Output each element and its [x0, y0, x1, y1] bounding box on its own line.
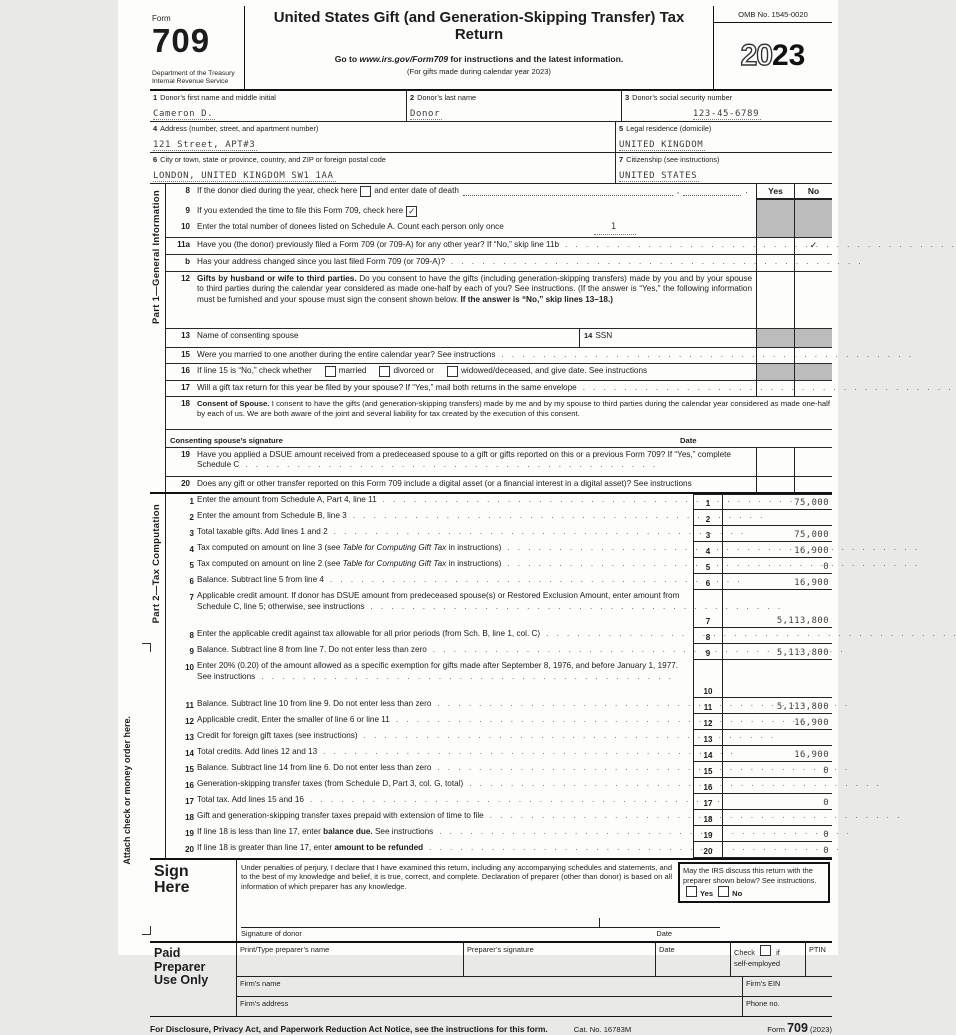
field-donor-first-name: 1 Donor’s first name and middle initial Cameron D. — [150, 91, 407, 121]
preparer-name-field[interactable]: Print/Type preparer’s name — [237, 943, 464, 976]
part2-line-11: 11 Balance. Subtract line 10 from line 9. Do not enter less than zero . . 11 5,113,800 — [166, 698, 832, 714]
part2-line-14-amount[interactable]: 16,900 — [723, 746, 832, 762]
part2-line-12-amount[interactable]: 16,900 — [723, 714, 832, 730]
dot-leader — [255, 672, 455, 683]
no-column-header: No — [794, 184, 832, 199]
extension-checkbox[interactable]: ✓ — [408, 205, 416, 216]
line-11b-yes-cell[interactable] — [756, 255, 794, 271]
married-checkbox[interactable] — [325, 366, 336, 377]
line-19: 19 Have you applied a DSUE amount received from a predeceased spouse to a gift or gifts reported on this or a previous Form 709? If “Yes,” complete Schedule C. . — [166, 447, 832, 476]
part2-line-3: 3 Total taxable gifts. Add lines 1 and 2 . . 3 75,000 — [166, 526, 832, 542]
dot-leader — [304, 795, 691, 806]
privacy-notice: For Disclosure, Privacy Act, and Paperwork Reduction Act Notice, see the instructions for this form. — [150, 1023, 548, 1034]
part2-line-11-amount[interactable]: 5,113,800 — [723, 698, 832, 714]
consenting-spouse-signature-field[interactable]: Consenting spouse’s signature — [170, 435, 283, 445]
part2-line-15-amount[interactable]: 0 — [723, 762, 832, 778]
attach-note — [122, 645, 132, 935]
part2-line-20: 20 If line 18 is greater than line 17, enter amount to be refunded . . 20 0 — [166, 842, 832, 858]
field-donor-last-name: 2 Donor’s last name Donor — [407, 91, 622, 121]
firm-name-field[interactable]: Firm’s name — [237, 977, 743, 996]
form-title-block — [245, 6, 713, 89]
dot-leader — [317, 747, 691, 758]
donee-count-value[interactable]: 1 — [594, 222, 636, 235]
field-donor-city: 6 City or town, state or province, country, and ZIP or foreign postal code LONDON, UNITED KINGDOM SW1 1AA — [150, 153, 616, 183]
line-13-shaded-no — [794, 329, 832, 347]
dot-leader — [423, 843, 691, 854]
part2-line-15: 15 Balance. Subtract line 14 from line 6. Do not enter less than zero . . 15 0 — [166, 762, 832, 778]
preparer-signature-field[interactable]: Preparer’s signature — [464, 943, 656, 976]
line-8: 8 If the donor died during the year, check here and enter date of death , . — [185, 185, 748, 195]
part2-line-2: 2 Enter the amount from Schedule B, line 3 . . 2 — [166, 510, 832, 526]
line-16-shaded-yes — [756, 364, 794, 380]
part2-line-9-amount[interactable]: 5,113,800 — [723, 644, 832, 660]
field-donor-address: 4 Address (number, street, and apartment number) 121 Street, APT#3 — [150, 122, 616, 152]
line-12: 12 Gifts by husband or wife to third parties. Do you consent to have the gifts (including generation-skipping transfers) made by you and by your spouse to third parties during the calendar year considered as made one-half by each of you? See instructions. (If the answer is “Yes,” the following information must be furnished and your spouse must sign the consent shown below. If the answer is “No,” skip lines 13–18.) — [166, 271, 832, 328]
line-11b: b Has your address changed since you last filed Form 709 (or 709-A)? . . — [166, 254, 832, 271]
lines-9-10-shaded-yes — [756, 199, 794, 237]
line-13-14: 13 Name of consenting spouse 14 SSN — [166, 328, 832, 347]
part2-line-1-amount[interactable]: 75,000 — [723, 494, 832, 510]
dot-leader — [559, 240, 754, 251]
dot-leader — [377, 495, 691, 506]
donor-first-name-value[interactable]: Cameron D. — [153, 108, 214, 119]
department-label: Department of the Treasury Internal Revenue Service — [152, 69, 235, 86]
omb-number: OMB No. 1545-0020 — [714, 6, 832, 23]
sign-here-label: Sign Here — [150, 860, 237, 941]
line-20: 20 Does any gift or other transfer reported on this Form 709 include a digital asset (or a financial interest in a digital asset)? See instructions — [166, 476, 832, 492]
part2-line-12: 12 Applicable credit. Enter the smaller of line 6 or line 11 . . 12 16,900 — [166, 714, 832, 730]
catalog-number: Cat. No. 16783M — [573, 1024, 632, 1034]
irs-discuss-yes-checkbox[interactable] — [686, 886, 697, 897]
irs-discuss-box: May the IRS discuss this return with the preparer shown below? See instructions. Yes No — [678, 862, 830, 903]
lines-8-10-group — [166, 184, 832, 237]
part1-section — [150, 184, 832, 494]
donor-died-checkbox[interactable] — [360, 186, 371, 197]
part2-strip — [150, 494, 166, 858]
dot-leader — [445, 257, 754, 268]
ptin-field[interactable]: PTIN — [809, 944, 826, 954]
dot-leader — [390, 715, 691, 726]
firm-ein-field[interactable]: Firm’s EIN — [746, 978, 781, 988]
calendar-year-note: (For gifts made during calendar year 2023) — [407, 67, 551, 76]
line-15: 15 Were you married to one another during the entire calendar year? See instructions . . — [166, 347, 832, 363]
form-number-block — [150, 6, 245, 89]
donor-info-section — [150, 91, 832, 184]
signature-of-donor-label: Signature of donor — [241, 928, 302, 938]
instructions-link-line: Go to www.irs.gov/Form709 for instructions and the latest information. — [334, 54, 624, 64]
donor-city-value[interactable]: LONDON, UNITED KINGDOM SW1 1AA — [153, 170, 334, 181]
self-employed-checkbox[interactable] — [760, 945, 771, 956]
preparer-date-field[interactable]: Date — [656, 943, 731, 976]
line-20-yes-cell[interactable] — [756, 477, 794, 492]
line-15-no-cell[interactable] — [794, 348, 832, 363]
consenting-spouse-ssn-field[interactable]: 14 SSN — [579, 329, 756, 347]
dot-leader — [501, 559, 691, 570]
part2-line-5: 5 Tax computed on amount on line 2 (see Table for Computing Gift Tax in instructions) . . 5 0 — [166, 558, 832, 574]
widowed-checkbox[interactable] — [447, 366, 458, 377]
part2-line-10: 10 Enter 20% (0.20) of the amount allowed as a specific exemption for gifts made after September 8, 1976, and before January 1, 1977. See instructions. . 10 — [166, 660, 832, 698]
donor-signature-field[interactable] — [241, 917, 720, 928]
citizenship-value[interactable]: UNITED STATES — [619, 170, 698, 181]
sign-here-section — [150, 858, 832, 941]
part2-line-14: 14 Total credits. Add lines 12 and 13 . . 14 16,900 — [166, 746, 832, 762]
dot-leader — [358, 731, 691, 742]
part2-line-3-amount[interactable]: 75,000 — [723, 526, 832, 542]
field-legal-residence: 5 Legal residence (domicile) UNITED KINGDOM — [619, 123, 712, 150]
form-footer — [150, 1017, 832, 1035]
line-12-no-cell[interactable] — [794, 272, 832, 328]
line-16-shaded-no — [794, 364, 832, 380]
part2-line-17: 17 Total tax. Add lines 15 and 16 . . 17 0 — [166, 794, 832, 810]
dot-leader — [431, 763, 691, 774]
donor-ssn-value[interactable]: 123-45-6789 — [692, 108, 760, 119]
part2-line-6: 6 Balance. Subtract line 5 from line 4 . . 6 16,900 — [166, 574, 832, 590]
part2-line-9: 9 Balance. Subtract line 8 from line 7. Do not enter less than zero . . 9 5,113,800 — [166, 644, 832, 660]
form-709-page — [118, 0, 838, 1035]
dot-leader — [427, 645, 691, 656]
part2-line-13-amount[interactable] — [723, 730, 832, 746]
part2-line-10-amount[interactable] — [723, 660, 832, 698]
paid-preparer-label: Paid Preparer Use Only — [150, 943, 237, 1016]
line-12-yes-cell[interactable] — [756, 272, 794, 328]
dot-leader — [431, 699, 691, 710]
part2-section — [150, 494, 832, 858]
part2-line-17-amount[interactable]: 0 — [723, 794, 832, 810]
line-17-yes-cell[interactable] — [756, 381, 794, 396]
self-employed-field: Check if self-employed — [731, 943, 806, 976]
dot-leader — [577, 383, 754, 394]
line-11a-yes-cell[interactable] — [756, 238, 794, 254]
part2-line-16: 16 Generation-skipping transfer taxes (from Schedule D, Part 3, col. G, total) . . 16 — [166, 778, 832, 794]
line-11b-no-cell[interactable] — [794, 255, 832, 271]
part1-label: Part 1—General Information — [151, 189, 162, 324]
dot-leader — [495, 350, 754, 361]
divorced-checkbox[interactable] — [379, 366, 390, 377]
field-citizenship: 7 Citizenship (see instructions) UNITED STATES — [619, 154, 720, 181]
part1-strip — [150, 184, 166, 492]
part2-line-4-amount[interactable]: 16,900 — [723, 542, 832, 558]
line-11a-no-cell[interactable]: ✓ — [794, 238, 832, 254]
line-11a: 11a Have you (the donor) previously filed a Form 709 (or 709-A) for any other year? If “No,” skip line 11b . . ✓ — [166, 237, 832, 254]
part2-line-7: 7 Applicable credit amount. If donor has DSUE amount from predeceased spouse(s) or Restored Exclusion Amount, enter amount from Schedule C, line 5; otherwise, see instructions. . 7 5,113,800 — [166, 590, 832, 628]
consenting-spouse-signature-row — [166, 429, 832, 447]
yes-column-header: Yes — [756, 184, 794, 199]
line-19-yes-cell[interactable] — [756, 448, 794, 476]
form-number: 709 — [152, 22, 211, 59]
dot-leader — [484, 811, 691, 822]
part2-line-8: 8 Enter the applicable credit against tax allowable for all prior periods (from Sch. B, line 1, col. C) . . 8 — [166, 628, 832, 644]
part2-line-4: 4 Tax computed on amount on line 3 (see Table for Computing Gift Tax in instructions) . . 4 16,900 — [166, 542, 832, 558]
dot-leader — [463, 779, 691, 790]
irs-discuss-no-checkbox[interactable] — [718, 886, 729, 897]
signature-date-label: Date — [656, 928, 672, 938]
part2-line-18-amount[interactable] — [723, 810, 832, 826]
part2-line-16-amount[interactable] — [723, 778, 832, 794]
dot-leader — [239, 460, 419, 471]
line-16: 16 If line 15 is “No,” check whether married divorced or widowed/deceased, and give date. See instructions — [166, 363, 832, 380]
legal-residence-value[interactable]: UNITED KINGDOM — [619, 139, 704, 150]
dot-leader — [540, 629, 691, 640]
line-17-no-cell[interactable] — [794, 381, 832, 396]
dot-leader — [324, 575, 691, 586]
footer-form-number: Form 709 (2023) — [767, 1020, 832, 1035]
firm-address-field[interactable]: Firm’s address — [237, 997, 743, 1016]
consenting-spouse-name-field[interactable]: Name of consenting spouse — [197, 330, 299, 340]
line-15-yes-cell[interactable] — [756, 348, 794, 363]
dot-leader — [347, 511, 691, 522]
phone-field[interactable]: Phone no. — [746, 998, 780, 1008]
part2-line-2-amount[interactable] — [723, 510, 832, 526]
line-9: 9 If you extended the time to file this Form 709, check here ✓ — [185, 205, 416, 216]
page-title: United States Gift (and Generation-Skipping Transfer) Tax Return — [273, 9, 685, 43]
part2-line-5-amount[interactable]: 0 — [723, 558, 832, 574]
part2-line-6-amount[interactable]: 16,900 — [723, 574, 832, 590]
date-of-death-field[interactable] — [463, 186, 673, 196]
line-19-no-cell[interactable] — [794, 448, 832, 476]
perjury-statement: Under penalties of perjury, I declare that I have examined this return, including any accompanying schedules and statements, and to the best of my knowledge and belief, it is true, correct, and complete. Declaration of preparer (other than donor) is based on all information of which preparer has any knowledge. — [241, 862, 672, 892]
consent-date-field[interactable]: Date — [680, 435, 697, 445]
donor-last-name-value[interactable]: Donor — [410, 108, 441, 119]
lines-9-10-shaded-no — [794, 199, 832, 237]
dot-leader — [364, 602, 484, 613]
part2-line-19: 19 If line 18 is less than line 17, enter balance due. See instructions . . 19 0 — [166, 826, 832, 842]
dot-leader — [433, 827, 691, 838]
field-donor-ssn: 3 Donor’s social security number 123-45-6789 — [625, 92, 760, 119]
part2-line-7-amount[interactable]: 5,113,800 — [723, 590, 832, 628]
irs-url[interactable]: www.irs.gov/Form709 — [359, 54, 449, 64]
part2-line-18: 18 Gift and generation-skipping transfer taxes prepaid with extension of time to file . . 18 — [166, 810, 832, 826]
dot-leader — [501, 543, 691, 554]
line-18-consent: 18 Consent of Spouse. I consent to have the gifts (and generation-skipping transfers) made by me and by my spouse to third parties during the calendar year considered as made one-half by each of us. We are both aware of the joint and several liability for tax created by the execution of this consent. — [166, 396, 832, 429]
part2-line-19-amount[interactable]: 0 — [723, 826, 832, 842]
part2-line-13: 13 Credit for foreign gift taxes (see instructions) . . 13 — [166, 730, 832, 746]
form-header — [150, 6, 832, 91]
part2-line-8-amount[interactable] — [723, 628, 832, 644]
form-word: Form — [152, 14, 171, 23]
date-of-death-year-field[interactable] — [683, 186, 741, 196]
part2-line-1: 1 Enter the amount from Schedule A, Part 4, line 11 . . 1 75,000 — [166, 494, 832, 510]
tax-year: 20 23 — [740, 38, 806, 72]
dot-leader — [328, 527, 691, 538]
part2-line-20-amount[interactable]: 0 — [723, 842, 832, 858]
line-13-shaded-yes — [756, 329, 794, 347]
line-17: 17 Will a gift tax return for this year be filed by your spouse? If “Yes,” mail both returns in the same envelope . . — [166, 380, 832, 396]
donor-address-value[interactable]: 121 Street, APT#3 — [153, 139, 256, 150]
attach-note-label: Attach check or money order here. — [122, 715, 132, 865]
paid-preparer-section — [150, 941, 832, 1016]
line-10: 10 Enter the total number of donees listed on Schedule A. Count each person only once 1 — [166, 220, 756, 237]
line-20-no-cell[interactable] — [794, 477, 832, 492]
omb-year-block — [713, 6, 832, 89]
part2-label: Part 2—Tax Computation — [151, 503, 162, 624]
